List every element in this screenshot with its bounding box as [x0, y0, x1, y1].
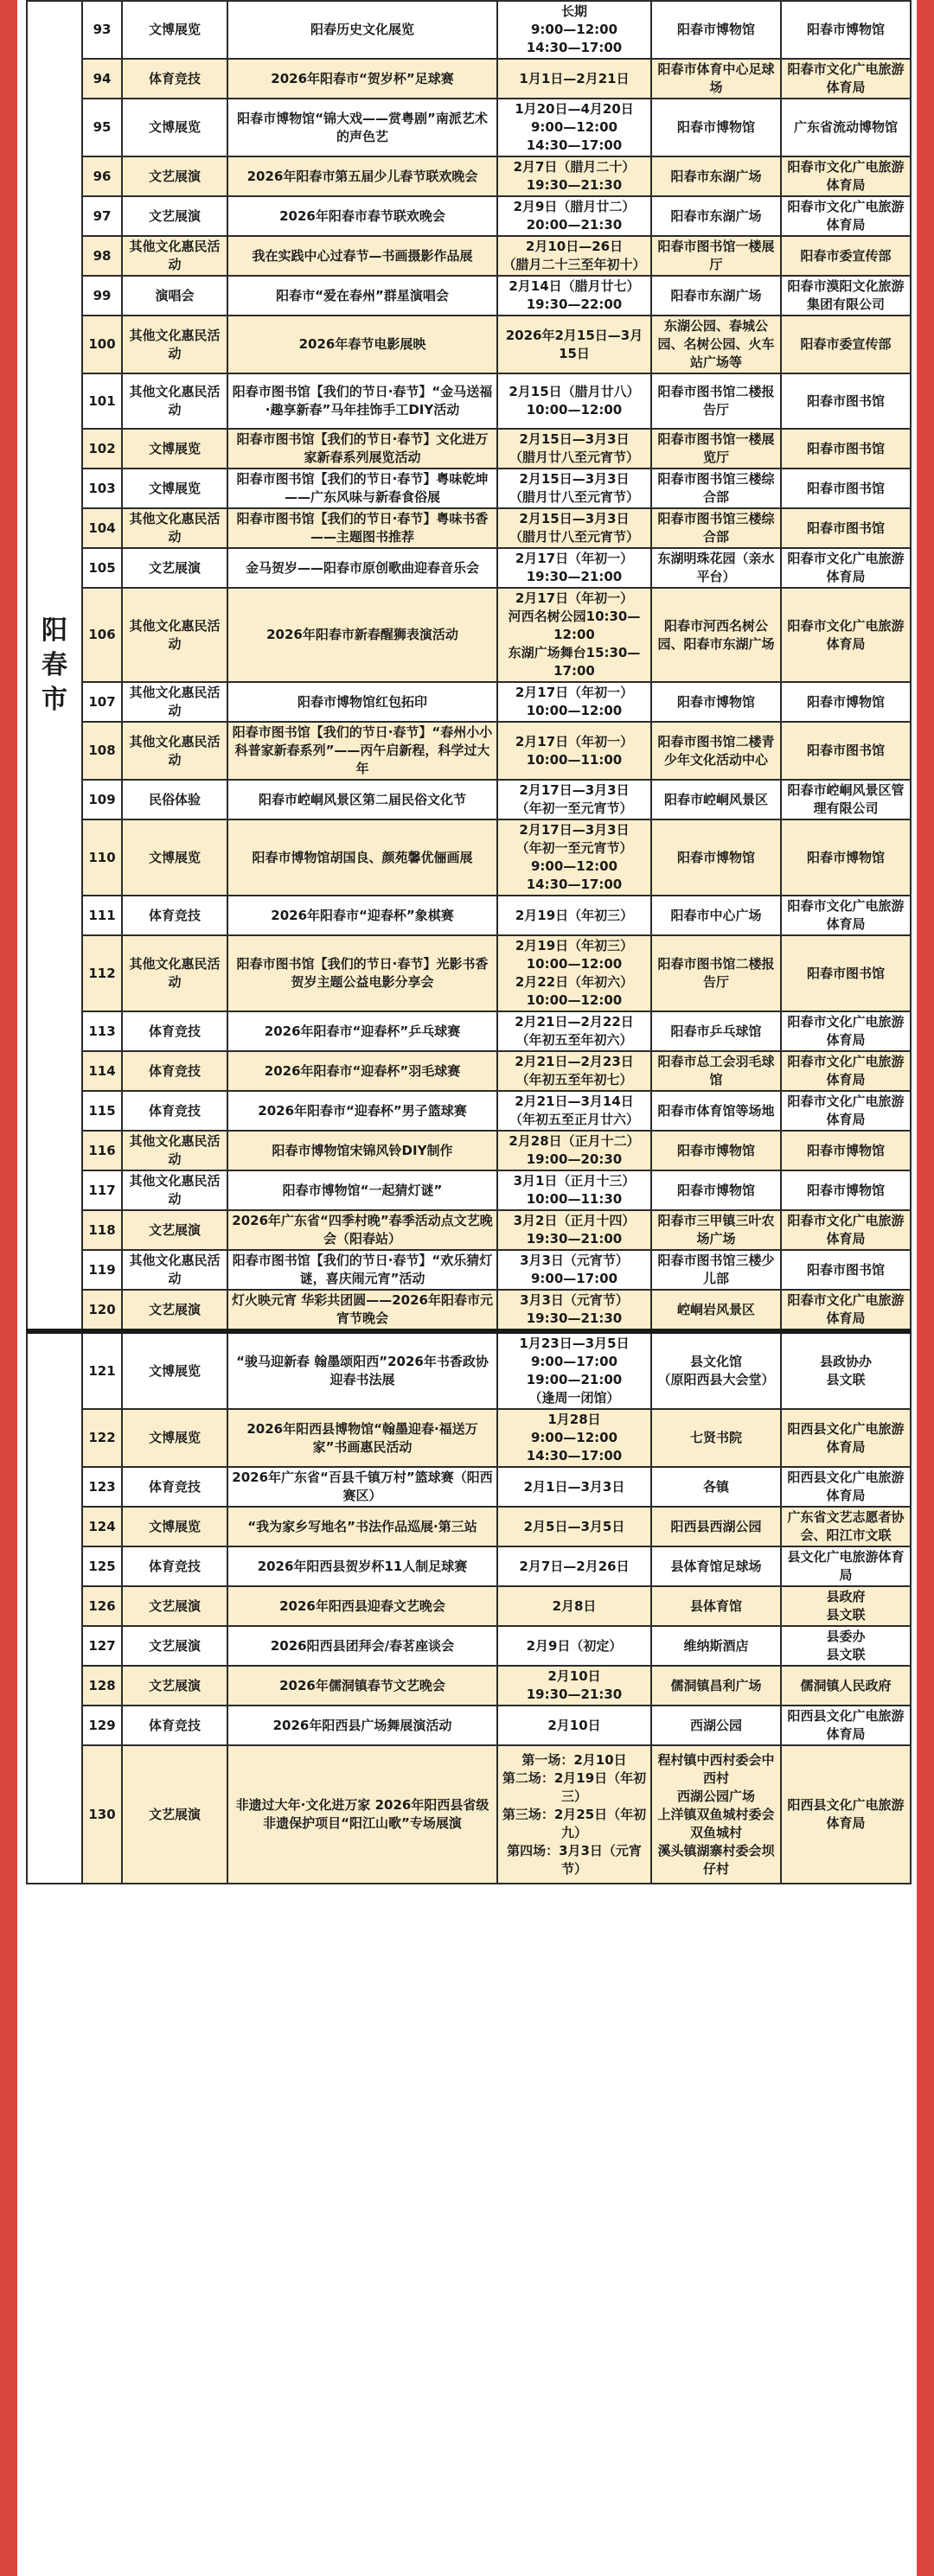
table-row: [27, 508, 911, 548]
table-row: [27, 469, 911, 508]
event-organizer: 阳春市漠阳文化旅游集团有限公司: [781, 276, 911, 316]
event-title: 金马贺岁——阳春市原创歌曲迎春音乐会: [227, 548, 497, 588]
event-title: 阳春市博物馆“锦大戏——赏粤剧”南派艺术的声色艺: [227, 99, 497, 156]
event-venue: 阳春市乒乓球馆: [651, 1011, 781, 1051]
event-venue: 维纳斯酒店: [651, 1626, 781, 1666]
row-number: 94: [82, 59, 122, 99]
event-venue: 阳春市总工会羽毛球馆: [651, 1051, 781, 1091]
event-venue: 阳春市中心广场: [651, 896, 781, 935]
event-venue: 程村镇中西村委会中西村 西湖公园广场 上洋镇双鱼城村委会双鱼城村 溪头镇湖寨村委会坝仔村: [651, 1745, 781, 1884]
table-row: [27, 276, 911, 316]
event-category: 文博展览: [122, 469, 227, 508]
row-number: 95: [82, 99, 122, 156]
event-organizer: 阳春市文化广电旅游体育局: [781, 1290, 911, 1331]
row-number: 102: [82, 429, 122, 469]
event-organizer: 阳春市图书馆: [781, 1250, 911, 1290]
event-title: 2026年阳西县迎春文艺晚会: [227, 1586, 497, 1626]
event-organizer: 县文化广电旅游体育局: [781, 1546, 911, 1586]
event-title: 2026年阳春市“迎春杯”象棋赛: [227, 896, 497, 935]
row-number: 118: [82, 1210, 122, 1250]
row-number: 123: [82, 1467, 122, 1507]
event-organizer: 广东省流动博物馆: [781, 99, 911, 156]
event-title: 2026年阳春市“迎春杯”羽毛球赛: [227, 1051, 497, 1091]
event-category: 文博展览: [122, 1, 227, 59]
event-organizer: 阳春市文化广电旅游体育局: [781, 1091, 911, 1131]
event-category: 演唱会: [122, 276, 227, 316]
table-row: [27, 1, 911, 59]
event-category: 文博展览: [122, 429, 227, 469]
row-number: 130: [82, 1745, 122, 1884]
event-organizer: 县委办 县文联: [781, 1626, 911, 1666]
table-row: [27, 1250, 911, 1290]
event-time: 2月17日（年初一） 19:30—21:00: [497, 548, 651, 588]
event-organizer: 阳春市文化广电旅游体育局: [781, 156, 911, 196]
row-number: 114: [82, 1051, 122, 1091]
event-time: 2月5日—3月5日: [497, 1507, 651, 1546]
event-title: 阳春历史文化展览: [227, 1, 497, 59]
event-time: 第一场：2月10日 第二场：2月19日（年初三） 第三场：2月25日（年初九） 第四场：3月3日（元宵节）: [497, 1745, 651, 1884]
table-row: [27, 819, 911, 896]
event-organizer: 阳春市图书馆: [781, 935, 911, 1011]
event-venue: 阳春市图书馆三楼少儿部: [651, 1250, 781, 1290]
event-title: 阳春市崆峒风景区第二届民俗文化节: [227, 780, 497, 819]
event-organizer: 阳春市文化广电旅游体育局: [781, 1011, 911, 1051]
event-time: 2月19日（年初三）: [497, 896, 651, 935]
event-time: 2月1日—3月3日: [497, 1467, 651, 1507]
event-category: 体育竞技: [122, 1091, 227, 1131]
event-title: 阳春市图书馆【我们的节日·春节】粤味书香——主题图书推荐: [227, 508, 497, 548]
event-category: 其他文化惠民活动: [122, 935, 227, 1011]
row-number: 104: [82, 508, 122, 548]
event-time: 2月8日: [497, 1586, 651, 1626]
row-number: 129: [82, 1706, 122, 1745]
event-time: 3月3日（元宵节） 9:00—17:00: [497, 1250, 651, 1290]
event-time: 2月17日—3月3日 （年初一至元宵节） 9:00—12:00 14:30—17:00: [497, 819, 651, 896]
region-label: [27, 1331, 82, 1884]
event-time: 2月9日（初定）: [497, 1626, 651, 1666]
event-category: 其他文化惠民活动: [122, 1170, 227, 1210]
row-number: 125: [82, 1546, 122, 1586]
row-number: 111: [82, 896, 122, 935]
event-venue: 阳春市博物馆: [651, 1, 781, 59]
event-time: 2月28日（正月十二） 19:00—20:30: [497, 1131, 651, 1170]
event-organizer: 儒洞镇人民政府: [781, 1666, 911, 1706]
event-organizer: 阳春市博物馆: [781, 819, 911, 896]
row-number: 99: [82, 276, 122, 316]
event-time: 2月21日—2月22日 （年初五至年初六）: [497, 1011, 651, 1051]
event-organizer: 阳春市图书馆: [781, 469, 911, 508]
event-organizer: 阳春市文化广电旅游体育局: [781, 1051, 911, 1091]
table-row: [27, 156, 911, 196]
event-venue: 县文化馆 （原阳西县大会堂）: [651, 1331, 781, 1409]
event-category: 其他文化惠民活动: [122, 236, 227, 276]
event-title: 阳春市图书馆【我们的节日·春节】文化进万家新春系列展览活动: [227, 429, 497, 469]
event-title: 阳春市图书馆【我们的节日·春节】“欢乐猜灯谜，喜庆闹元宵”活动: [227, 1250, 497, 1290]
event-category: 文艺展演: [122, 1290, 227, 1331]
event-organizer: 阳春市图书馆: [781, 508, 911, 548]
row-number: 120: [82, 1290, 122, 1331]
event-title: 2026年阳西县博物馆“翰墨迎春·福送万家”书画惠民活动: [227, 1409, 497, 1467]
event-title: 2026阳西县团拜会/春茗座谈会: [227, 1626, 497, 1666]
event-venue: 各镇: [651, 1467, 781, 1507]
row-number: 108: [82, 722, 122, 780]
event-category: 体育竞技: [122, 1706, 227, 1745]
event-organizer: 阳春市博物馆: [781, 682, 911, 722]
event-category: 其他文化惠民活动: [122, 588, 227, 682]
table-row: [27, 780, 911, 819]
event-category: 民俗体验: [122, 780, 227, 819]
event-title: 阳春市博物馆“一起猜灯谜”: [227, 1170, 497, 1210]
table-row: [27, 1331, 911, 1409]
event-category: 其他文化惠民活动: [122, 1131, 227, 1170]
table-row: [27, 1467, 911, 1507]
event-organizer: 阳春市文化广电旅游体育局: [781, 896, 911, 935]
event-organizer: 阳春市文化广电旅游体育局: [781, 59, 911, 99]
table-row: [27, 588, 911, 682]
table-row: [27, 548, 911, 588]
row-number: 115: [82, 1091, 122, 1131]
event-category: 文博展览: [122, 1331, 227, 1409]
event-time: 长期 9:00—12:00 14:30—17:00: [497, 1, 651, 59]
table-row: [27, 1546, 911, 1586]
event-venue: 县体育馆足球场: [651, 1546, 781, 1586]
event-category: 体育竞技: [122, 1051, 227, 1091]
event-venue: 阳春市东湖广场: [651, 276, 781, 316]
event-venue: 阳春市图书馆三楼综合部: [651, 469, 781, 508]
event-organizer: 阳春市博物馆: [781, 1, 911, 59]
event-category: 文博展览: [122, 1409, 227, 1467]
event-category: 文艺展演: [122, 196, 227, 236]
event-time: 2月14日（腊月廿七） 19:30—22:00: [497, 276, 651, 316]
row-number: 110: [82, 819, 122, 896]
event-time: 2月10日: [497, 1706, 651, 1745]
row-number: 109: [82, 780, 122, 819]
table-row: [27, 1409, 911, 1467]
event-table: [26, 0, 912, 1884]
event-title: “我为家乡写地名”书法作品巡展·第三站: [227, 1507, 497, 1546]
event-title: 2026年阳春市“贺岁杯”足球赛: [227, 59, 497, 99]
event-venue: 县体育馆: [651, 1586, 781, 1626]
event-title: 我在实践中心过春节—书画摄影作品展: [227, 236, 497, 276]
event-title: 阳春市博物馆红包拓印: [227, 682, 497, 722]
event-venue: 崆峒岩风景区: [651, 1290, 781, 1331]
event-table-body: [27, 1, 911, 1884]
table-row: [27, 722, 911, 780]
row-number: 97: [82, 196, 122, 236]
event-time: 2月15日—3月3日 （腊月廿八至元宵节）: [497, 508, 651, 548]
event-category: 其他文化惠民活动: [122, 682, 227, 722]
event-category: 体育竞技: [122, 896, 227, 935]
event-organizer: 县政协办 县文联: [781, 1331, 911, 1409]
event-title: 2026年广东省“四季村晚”春季活动点文艺晚会（阳春站）: [227, 1210, 497, 1250]
event-time: 1月28日 9:00—12:00 14:30—17:00: [497, 1409, 651, 1467]
event-category: 体育竞技: [122, 1011, 227, 1051]
event-title: 阳春市图书馆【我们的节日·春节】“春州小小科普家新春系列”——丙午启新程，科学过大年: [227, 722, 497, 780]
event-organizer: 阳春市图书馆: [781, 722, 911, 780]
table-row: [27, 236, 911, 276]
event-organizer: 阳春市崆峒风景区管理有限公司: [781, 780, 911, 819]
event-time: 2月17日（年初一） 10:00—12:00: [497, 682, 651, 722]
event-category: 文博展览: [122, 99, 227, 156]
schedule-sheet: [17, 0, 917, 2576]
row-number: 128: [82, 1666, 122, 1706]
event-venue: 阳春市体育中心足球场: [651, 59, 781, 99]
event-organizer: 阳春市博物馆: [781, 1131, 911, 1170]
row-number: 119: [82, 1250, 122, 1290]
event-organizer: 阳春市图书馆: [781, 373, 911, 429]
table-row: [27, 1051, 911, 1091]
event-category: 文艺展演: [122, 1210, 227, 1250]
region-label: 阳春市: [27, 1, 82, 1331]
table-row: [27, 1745, 911, 1884]
event-venue: 阳春市博物馆: [651, 1170, 781, 1210]
table-row: [27, 1666, 911, 1706]
event-title: 2026年广东省“百县千镇万村”篮球赛（阳西赛区）: [227, 1467, 497, 1507]
event-time: 3月3日（元宵节） 19:30—21:30: [497, 1290, 651, 1331]
row-number: 96: [82, 156, 122, 196]
event-venue: 阳春市图书馆二楼报告厅: [651, 935, 781, 1011]
row-number: 121: [82, 1331, 122, 1409]
event-venue: 东湖明珠花园（亲水平台）: [651, 548, 781, 588]
event-title: 灯火映元宵 华彩共团圆——2026年阳春市元宵节晚会: [227, 1290, 497, 1331]
event-organizer: 阳春市委宣传部: [781, 316, 911, 373]
event-category: 文艺展演: [122, 1745, 227, 1884]
event-venue: 阳春市三甲镇三叶农场广场: [651, 1210, 781, 1250]
event-category: 体育竞技: [122, 1546, 227, 1586]
event-venue: 七贤书院: [651, 1409, 781, 1467]
event-venue: 阳春市博物馆: [651, 1131, 781, 1170]
event-venue: 阳春市博物馆: [651, 819, 781, 896]
event-time: 2月19日（年初三） 10:00—12:00 2月22日（年初六） 10:00—12:00: [497, 935, 651, 1011]
event-time: 2026年2月15日—3月15日: [497, 316, 651, 373]
event-category: 其他文化惠民活动: [122, 722, 227, 780]
table-row: [27, 1131, 911, 1170]
event-time: 3月2日（正月十四） 19:30—21:00: [497, 1210, 651, 1250]
event-category: 文博展览: [122, 819, 227, 896]
event-title: 阳春市图书馆【我们的节日·春节】“金马送福·趣享新春”马年挂饰手工DIY活动: [227, 373, 497, 429]
table-row: [27, 1290, 911, 1331]
row-number: 122: [82, 1409, 122, 1467]
event-organizer: 阳春市文化广电旅游体育局: [781, 588, 911, 682]
event-organizer: 阳西县文化广电旅游体育局: [781, 1467, 911, 1507]
event-organizer: 阳春市文化广电旅游体育局: [781, 1210, 911, 1250]
row-number: 124: [82, 1507, 122, 1546]
table-row: [27, 59, 911, 99]
event-organizer: 阳春市图书馆: [781, 429, 911, 469]
table-row: [27, 196, 911, 236]
event-time: 2月7日—2月26日: [497, 1546, 651, 1586]
event-time: 1月23日—3月5日 9:00—17:00 19:00—21:00 （逢周一闭馆）: [497, 1331, 651, 1409]
row-number: 103: [82, 469, 122, 508]
event-category: 文艺展演: [122, 1666, 227, 1706]
event-time: 1月20日—4月20日 9:00—12:00 14:30—17:00: [497, 99, 651, 156]
event-title: 阳春市博物馆胡国良、颜苑馨优俪画展: [227, 819, 497, 896]
event-category: 体育竞技: [122, 1467, 227, 1507]
event-title: 阳春市图书馆【我们的节日·春节】粤味乾坤——广东风味与新春食俗展: [227, 469, 497, 508]
event-venue: 西湖公园: [651, 1706, 781, 1745]
event-organizer: 广东省文艺志愿者协会、阳江市文联: [781, 1507, 911, 1546]
table-row: [27, 1091, 911, 1131]
event-time: 2月15日（腊月廿八） 10:00—12:00: [497, 373, 651, 429]
event-venue: 阳春市河西名树公园、阳春市东湖广场: [651, 588, 781, 682]
event-category: 其他文化惠民活动: [122, 373, 227, 429]
table-row: [27, 99, 911, 156]
event-venue: 儒洞镇昌利广场: [651, 1666, 781, 1706]
table-row: [27, 1586, 911, 1626]
row-number: 101: [82, 373, 122, 429]
row-number: 98: [82, 236, 122, 276]
event-venue: 东湖公园、春城公园、名树公园、火车站广场等: [651, 316, 781, 373]
event-category: 体育竞技: [122, 59, 227, 99]
event-time: 2月17日（年初一） 河西名树公园10:30—12:00 东湖广场舞台15:30—17:00: [497, 588, 651, 682]
event-title: 2026年阳春市春节联欢晚会: [227, 196, 497, 236]
table-row: [27, 1011, 911, 1051]
table-row: [27, 896, 911, 935]
table-row: [27, 935, 911, 1011]
event-organizer: 阳西县文化广电旅游体育局: [781, 1745, 911, 1884]
event-category: 其他文化惠民活动: [122, 316, 227, 373]
row-number: 105: [82, 548, 122, 588]
row-number: 116: [82, 1131, 122, 1170]
row-number: 127: [82, 1626, 122, 1666]
row-number: 126: [82, 1586, 122, 1626]
event-title: 阳春市“爱在春州”群星演唱会: [227, 276, 497, 316]
table-row: [27, 429, 911, 469]
event-organizer: 阳西县文化广电旅游体育局: [781, 1409, 911, 1467]
event-title: 2026年阳西县贺岁杯11人制足球赛: [227, 1546, 497, 1586]
row-number: 117: [82, 1170, 122, 1210]
event-venue: 阳春市博物馆: [651, 682, 781, 722]
event-title: “骏马迎新春 翰墨颂阳西”2026年书香政协迎春书法展: [227, 1331, 497, 1409]
event-title: 2026年阳春市“迎春杯”乒乓球赛: [227, 1011, 497, 1051]
row-number: 100: [82, 316, 122, 373]
event-venue: 阳春市图书馆一楼展览厅: [651, 429, 781, 469]
event-category: 其他文化惠民活动: [122, 1250, 227, 1290]
event-title: 2026年阳春市第五届少儿春节联欢晚会: [227, 156, 497, 196]
event-time: 2月15日—3月3日 （腊月廿八至元宵节）: [497, 429, 651, 469]
event-organizer: 阳西县文化广电旅游体育局: [781, 1706, 911, 1745]
event-category: 文艺展演: [122, 548, 227, 588]
event-venue: 阳春市东湖广场: [651, 156, 781, 196]
event-time: 2月17日（年初一） 10:00—11:00: [497, 722, 651, 780]
row-number: 106: [82, 588, 122, 682]
event-time: 2月21日—2月23日 （年初五至年初七）: [497, 1051, 651, 1091]
table-row: [27, 373, 911, 429]
event-venue: 阳西县西湖公园: [651, 1507, 781, 1546]
row-number: 107: [82, 682, 122, 722]
event-time: 2月7日（腊月二十） 19:30—21:30: [497, 156, 651, 196]
event-category: 其他文化惠民活动: [122, 508, 227, 548]
event-time: 2月21日—3月14日 （年初五至正月廿六）: [497, 1091, 651, 1131]
event-category: 文艺展演: [122, 1626, 227, 1666]
event-time: 2月10日 19:30—21:30: [497, 1666, 651, 1706]
table-row: [27, 1210, 911, 1250]
event-title: 2026年儒洞镇春节文艺晚会: [227, 1666, 497, 1706]
event-venue: 阳春市体育馆等场地: [651, 1091, 781, 1131]
event-title: 2026年阳西县广场舞展演活动: [227, 1706, 497, 1745]
event-title: 2026年阳春市“迎春杯”男子篮球赛: [227, 1091, 497, 1131]
event-venue: 阳春市博物馆: [651, 99, 781, 156]
row-number: 112: [82, 935, 122, 1011]
event-title: 阳春市图书馆【我们的节日·春节】光影书香贺岁主题公益电影分享会: [227, 935, 497, 1011]
event-category: 文艺展演: [122, 1586, 227, 1626]
event-venue: 阳春市图书馆三楼综合部: [651, 508, 781, 548]
event-organizer: 阳春市委宣传部: [781, 236, 911, 276]
event-time: 2月10日—26日 （腊月二十三至年初十）: [497, 236, 651, 276]
event-venue: 阳春市崆峒风景区: [651, 780, 781, 819]
event-time: 3月1日（正月十三） 10:00—11:30: [497, 1170, 651, 1210]
table-row: [27, 1706, 911, 1745]
event-venue: 阳春市东湖广场: [651, 196, 781, 236]
table-row: [27, 1170, 911, 1210]
event-organizer: 县政府 县文联: [781, 1586, 911, 1626]
event-venue: 阳春市图书馆一楼展厅: [651, 236, 781, 276]
event-time: 2月15日—3月3日 （腊月廿八至元宵节）: [497, 469, 651, 508]
event-title: 2026年阳春市新春醒狮表演活动: [227, 588, 497, 682]
event-title: 阳春市博物馆宋锦风铃DIY制作: [227, 1131, 497, 1170]
row-number: 113: [82, 1011, 122, 1051]
event-title: 非遗过大年·文化进万家 2026年阳西县省级非遗保护项目“阳江山歌”专场展演: [227, 1745, 497, 1884]
event-organizer: 阳春市文化广电旅游体育局: [781, 196, 911, 236]
event-category: 文艺展演: [122, 156, 227, 196]
table-row: [27, 682, 911, 722]
event-category: 文博展览: [122, 1507, 227, 1546]
table-row: [27, 1626, 911, 1666]
row-number: 93: [82, 1, 122, 59]
event-title: 2026年春节电影展映: [227, 316, 497, 373]
event-organizer: 阳春市文化广电旅游体育局: [781, 548, 911, 588]
event-organizer: 阳春市博物馆: [781, 1170, 911, 1210]
event-time: 2月17日—3月3日 （年初一至元宵节）: [497, 780, 651, 819]
event-time: 2月9日（腊月廿二） 20:00—21:30: [497, 196, 651, 236]
event-time: 1月1日—2月21日: [497, 59, 651, 99]
table-row: [27, 1507, 911, 1546]
event-venue: 阳春市图书馆二楼报告厅: [651, 373, 781, 429]
event-venue: 阳春市图书馆二楼青少年文化活动中心: [651, 722, 781, 780]
table-row: [27, 316, 911, 373]
